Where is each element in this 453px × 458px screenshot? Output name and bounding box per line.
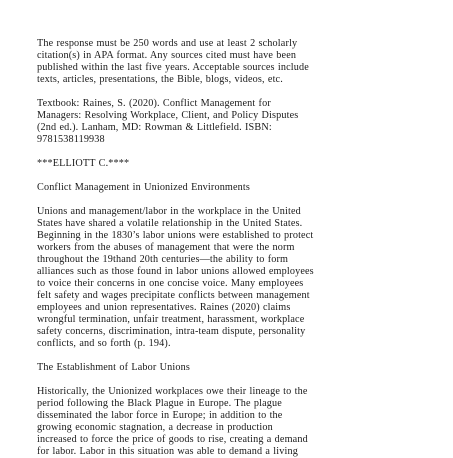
text-line: to voice their concerns in one concise voice. Many employees [37, 278, 304, 289]
text-line: Managers: Resolving Workplace, Client, and Policy Disputes [37, 110, 299, 121]
text-line: disseminated the labor force in Europe; in addition to the [37, 410, 283, 421]
text-line: The Establishment of Labor Unions [37, 362, 190, 373]
text-line: throughout the 19thand 20th centuries—the ability to form [37, 254, 289, 265]
text-line: Unions and management/labor in the workplace in the United [37, 206, 301, 217]
text-line: workers from the abuses of management that were the norm [37, 242, 295, 253]
text-line: felt safety and wages precipitate conflicts between management [37, 290, 310, 301]
text-line: wrongful termination, unfair treatment, harassment, workplace [37, 314, 305, 325]
text-line: period following the Black Plague in Europe. The plague [37, 398, 282, 409]
text-line: 9781538119938 [37, 134, 105, 145]
text-line: growing economic stagnation, a decrease in production [37, 422, 273, 433]
text-line: Beginning in the 1830’s labor unions were established to protect [37, 230, 314, 241]
text-line: safety concerns, discrimination, intra-team dispute, personality [37, 326, 306, 337]
text-line: ***ELLIOTT C.**** [37, 158, 130, 169]
text-line: Historically, the Unionized workplaces owe their lineage to the [37, 386, 308, 397]
text-line: conflicts, and so forth (p. 194). [37, 338, 171, 349]
text-line: States have shared a volatile relationship in the United States. [37, 218, 303, 229]
text-line: published within the last five years. Acceptable sources include [37, 62, 309, 73]
text-line: The response must be 250 words and use at least 2 scholarly [37, 38, 298, 49]
text-line: Textbook: Raines, S. (2020). Conflict Management for [37, 98, 271, 109]
text-line: Conflict Management in Unionized Environments [37, 182, 251, 193]
text-line: (2nd ed.). Lanham, MD: Rowman & Littlefield. ISBN: [37, 122, 272, 133]
text-line: alliances such as those found in labor unions allowed employees [37, 266, 314, 277]
text-line: texts, articles, presentations, the Bible, blogs, videos, etc. [37, 74, 283, 85]
text-line: for labor. Labor in this situation was able to demand a living [37, 446, 298, 457]
text-line: employees and union representatives. Raines (2020) claims [37, 302, 291, 313]
text-line: citation(s) in APA format. Any sources cited must have been [37, 50, 297, 61]
text-line: increased to force the price of goods to rise, creating a demand [37, 434, 308, 445]
